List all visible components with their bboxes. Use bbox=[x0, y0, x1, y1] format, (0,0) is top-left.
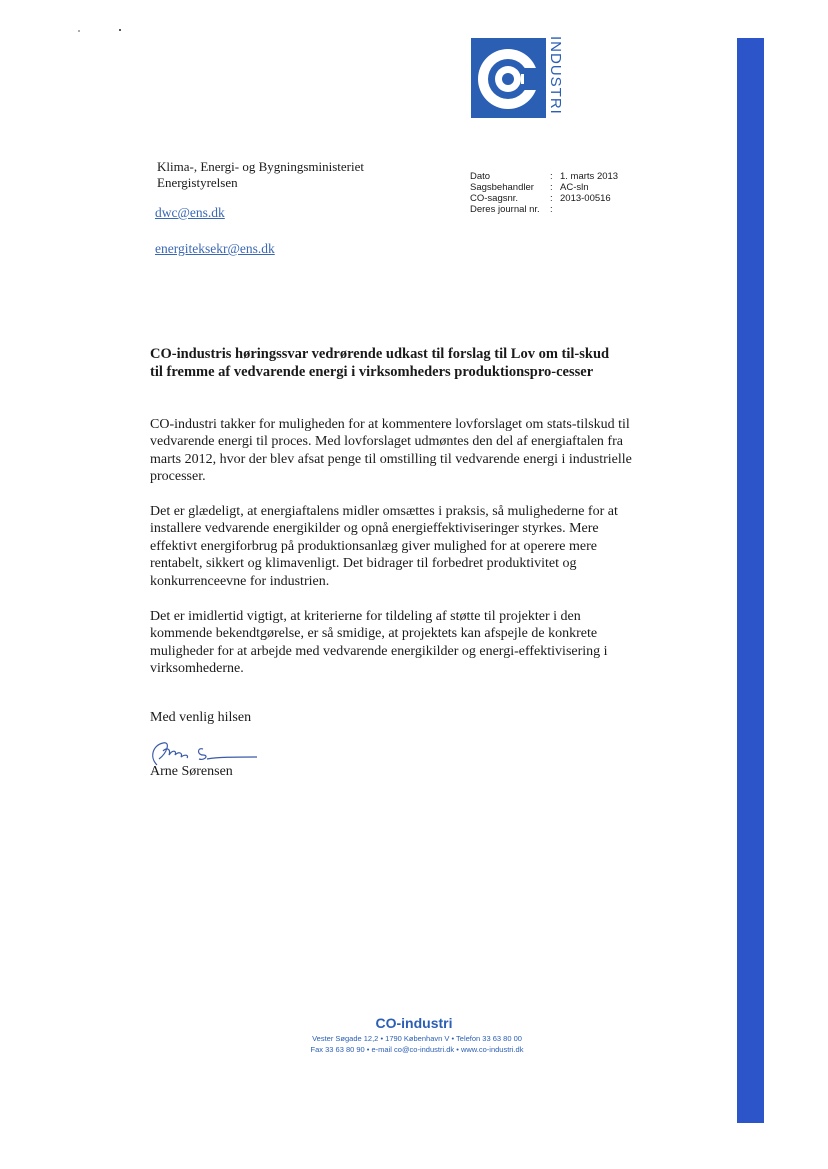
meta-colon: : bbox=[550, 193, 553, 204]
meta-row bbox=[470, 204, 640, 215]
meta-row bbox=[470, 171, 640, 182]
meta-label: Dato bbox=[470, 171, 491, 182]
letter-meta bbox=[470, 171, 640, 215]
body-paragraph: Det er glædeligt, at energiaftalens midler omsættes i praksis, så mulighederne for at installere vedvarende energikilder og opnå energieffektiviseringer styrkes. Mere effektivt energiforbrug på produktionsanlæg giver mulighed for at operere mere rentabelt, sikkert og klimavenligt. Det bidrager til forbedret produktivitet og konkurrenceevne for industrien. bbox=[150, 504, 618, 589]
closing-greeting: Med venlig hilsen bbox=[150, 710, 252, 725]
signer-name: Arne Sørensen bbox=[150, 764, 233, 779]
body-paragraph: Det er imidlertid vigtigt, at kriterierne for tildeling af støtte til projekter i den kommende bekendtgørelse, er så smidige, at projektets kan afspejle de konkrete muligheder for at arbejde med vedvarende energikilder og energi-effektivisering i virksomhederne. bbox=[150, 609, 608, 677]
side-stripe bbox=[737, 38, 764, 1123]
meta-label: Deres journal nr. bbox=[470, 204, 540, 215]
recipient-agency: Energistyrelsen bbox=[157, 175, 238, 190]
meta-value: 2013-00516 bbox=[560, 193, 611, 204]
footer-contact: Fax 33 63 80 90 • e-mail co@co-industri.dk • www.co-industri.dk bbox=[310, 1045, 524, 1054]
recipient-email-link[interactable]: energiteksekr@ens.dk bbox=[155, 241, 275, 256]
logo-wordmark: INDUSTRI bbox=[547, 36, 564, 115]
meta-row bbox=[470, 182, 640, 193]
letter-subject: CO-industris høringssvar vedrørende udkast til forslag til Lov om til-skud til fremme af vedvarende energi i virksomheders produktionspro-cesser bbox=[150, 346, 610, 380]
body-paragraph: CO-industri takker for muligheden for at kommentere lovforslaget om stats-tilskud til vedvarende energi til proces. Med lovforslaget udmøntes den del af energiaftalen fra marts 2012, hvor der blev afsat penge til omstilling til vedvarende energi i industrielle processer. bbox=[150, 417, 632, 485]
meta-row bbox=[470, 193, 640, 204]
meta-colon: : bbox=[550, 171, 553, 182]
recipient-address bbox=[157, 159, 437, 191]
scan-speck bbox=[119, 29, 121, 31]
meta-label: Sagsbehandler bbox=[470, 182, 534, 193]
meta-value: 1. marts 2013 bbox=[560, 171, 619, 182]
recipient-ministry: Klima-, Energi- og Bygningsministeriet bbox=[157, 159, 365, 174]
scan-speck bbox=[78, 30, 80, 32]
footer-company-name: CO-industri bbox=[375, 1015, 453, 1031]
footer-address: Vester Søgade 12,2 • 1790 København V • Telefon 33 63 80 00 bbox=[312, 1034, 522, 1043]
meta-colon: : bbox=[550, 204, 553, 215]
meta-value bbox=[560, 204, 640, 215]
meta-label: CO-sagsnr. bbox=[470, 193, 519, 204]
recipient-email-link[interactable]: dwc@ens.dk bbox=[155, 205, 225, 220]
meta-colon: : bbox=[550, 182, 553, 193]
co-industri-logo-icon bbox=[471, 38, 546, 118]
meta-value: AC-sln bbox=[560, 182, 589, 193]
